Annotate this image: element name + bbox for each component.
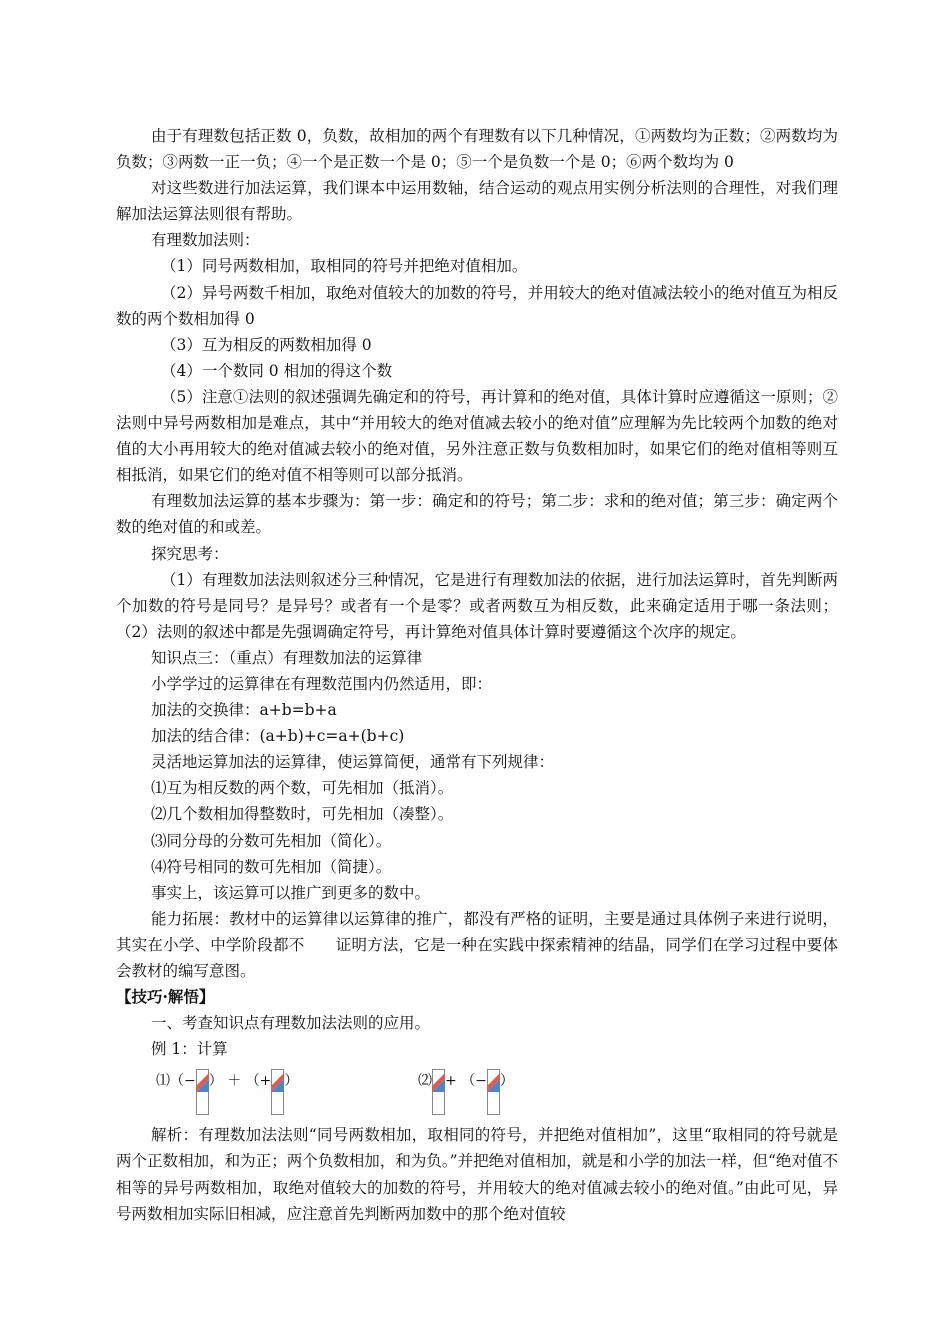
rule-1: （1）同号两数相加，取相同的符号并把绝对值相加。 xyxy=(161,257,528,276)
rule-3: （3）互为相反的两数相加得 0 xyxy=(161,335,372,354)
rule-item-1: ⑴互为相反数的两个数，可先相加（抵消）。 xyxy=(151,779,454,798)
rule-item-4: ⑷符号相同的数可先相加（简捷）。 xyxy=(151,857,392,876)
paragraph-cases: 由于有理数包括正数 0，负数，故相加的两个有理数有以下几种情况，①两数均为正数；②两数均为负数；③两数一正一负；④一个是正数一个是 0；⑤一个是负数一个是 0；⑥两个数均为 0 xyxy=(116,127,838,172)
rule-5-note: （5）注意①法则的叙述强调先确定和的符号，再计算和的绝对值，具体计算时应遵循这一原则；②法则中异号两数相加是难点，其中“并用较大的绝对值减去较小的绝对值”应理解为先比较两个加数的绝对值的大小再用较大的绝对值减去较小的绝对值，另外注意正数与负数相加时，如果它们的绝对值相等则互相抵消，如果它们的绝对值不相等则可以部分抵消。 xyxy=(116,387,838,485)
example-expressions xyxy=(116,1062,838,1122)
paragraph-explore-title: 探究思考： xyxy=(151,544,229,563)
associative-law: 加法的结合律：(a+b)+c=a+(b+c) xyxy=(151,727,405,746)
expr1-number: ⑴ xyxy=(156,1073,170,1090)
expr2-close-paren: ） xyxy=(499,1073,514,1090)
document-page xyxy=(116,123,838,1227)
section-heading: 【技巧·解悟】 xyxy=(116,987,215,1007)
paragraph-numberline: 对这些数进行加法运算，我们课本中运用数轴，结合运动的观点用实例分析法则的合理性，对我们理解加法运算法则很有帮助。 xyxy=(116,179,838,224)
expression-2 xyxy=(418,1068,514,1115)
expr1-close-paren-2: ） xyxy=(284,1073,299,1090)
rule-4: （4）一个数同 0 相加的得这个数 xyxy=(161,361,393,380)
rule-item-2: ⑵几个数相加得整数时，可先相加（凑整）。 xyxy=(151,805,454,824)
expr2-number: ⑵ xyxy=(418,1073,432,1090)
rule-item-3: ⑶同分母的分数可先相加（简化）。 xyxy=(151,831,392,850)
expr2-open-paren: （− xyxy=(461,1073,487,1090)
fraction-image xyxy=(432,1069,445,1115)
paragraph-steps: 有理数加法运算的基本步骤为：第一步：确定和的符号；第二步：求和的绝对值；第三步：确定两个数的绝对值的和或差。 xyxy=(116,492,838,537)
paragraph-extension: 能力拓展：教材中的运算律以运算律的推广，都没有严格的证明，主要是通过具体例子来进行说明，其实在小学、中学阶段都不 证明方法，它是一种在实践中探索精神的结晶，同学们在学习过程中要体会教材的编写意图。 xyxy=(116,909,838,980)
expr1-close-paren-1: ） xyxy=(208,1073,223,1090)
paragraph-rules-title: 有理数加法则： xyxy=(151,231,260,250)
paragraph-explore: （1）有理数加法法则叙述分三种情况，它是进行有理数加法的依据，进行加法运算时，首先判断两个加数的符号是同号？是异号？或者有一个是零？或者两数互为相反数，此来确定适用于哪一条法则；（2）法则的叙述中都是先强调确定符号，再计算绝对值具体计算时要遵循这个次序的规定。 xyxy=(116,570,838,641)
commutative-law: 加法的交换律：a+b=b+a xyxy=(151,701,337,720)
paragraph-laws-intro: 小学学过的运算律在有理数范围内仍然适用，即： xyxy=(151,674,493,693)
rule-2: （2）异号两数千相加，取绝对值较大的加数的符号，并用较大的绝对值减法较小的绝对值互为相反数的两个数相加得 0 xyxy=(116,283,838,328)
expression-1 xyxy=(156,1068,298,1115)
expr1-open-paren-1: （− xyxy=(170,1073,196,1090)
example-label: 例 1：计算 xyxy=(151,1040,228,1059)
fraction-image xyxy=(196,1069,209,1115)
paragraph-analysis: 解析：有理数加法法则“同号两数相加，取相同的符号，并把绝对值相加”，这里“取相同的符号就是两个正数相加，和为正；两个负数相加，和为负。”并把绝对值相加，就是和小学的加法一样，但“绝对值不相等的异号两数相加，取绝对值较大的加数的符号，并用较大的绝对值减去较小的绝对值。”由此可见，异号两数相加实际旧相减，应注意首先判断两加数中的那个绝对值较 xyxy=(116,1126,838,1223)
section-item-1: 一、考查知识点有理数加法法则的应用。 xyxy=(151,1014,431,1033)
paragraph-generalize: 事实上，该运算可以推广到更多的数中。 xyxy=(151,883,431,902)
expr1-open-paren-2: （+ xyxy=(245,1073,272,1090)
fraction-image xyxy=(271,1069,284,1115)
knowledge-point-3: 知识点三：（重点）有理数加法的运算律 xyxy=(151,648,423,667)
fraction-image xyxy=(487,1069,500,1115)
expr1-plus: ＋ xyxy=(227,1073,242,1090)
paragraph-flexible: 灵活地运算加法的运算律，使运算简便，通常有下列规律： xyxy=(151,753,555,772)
expr2-plus: + xyxy=(445,1073,457,1090)
